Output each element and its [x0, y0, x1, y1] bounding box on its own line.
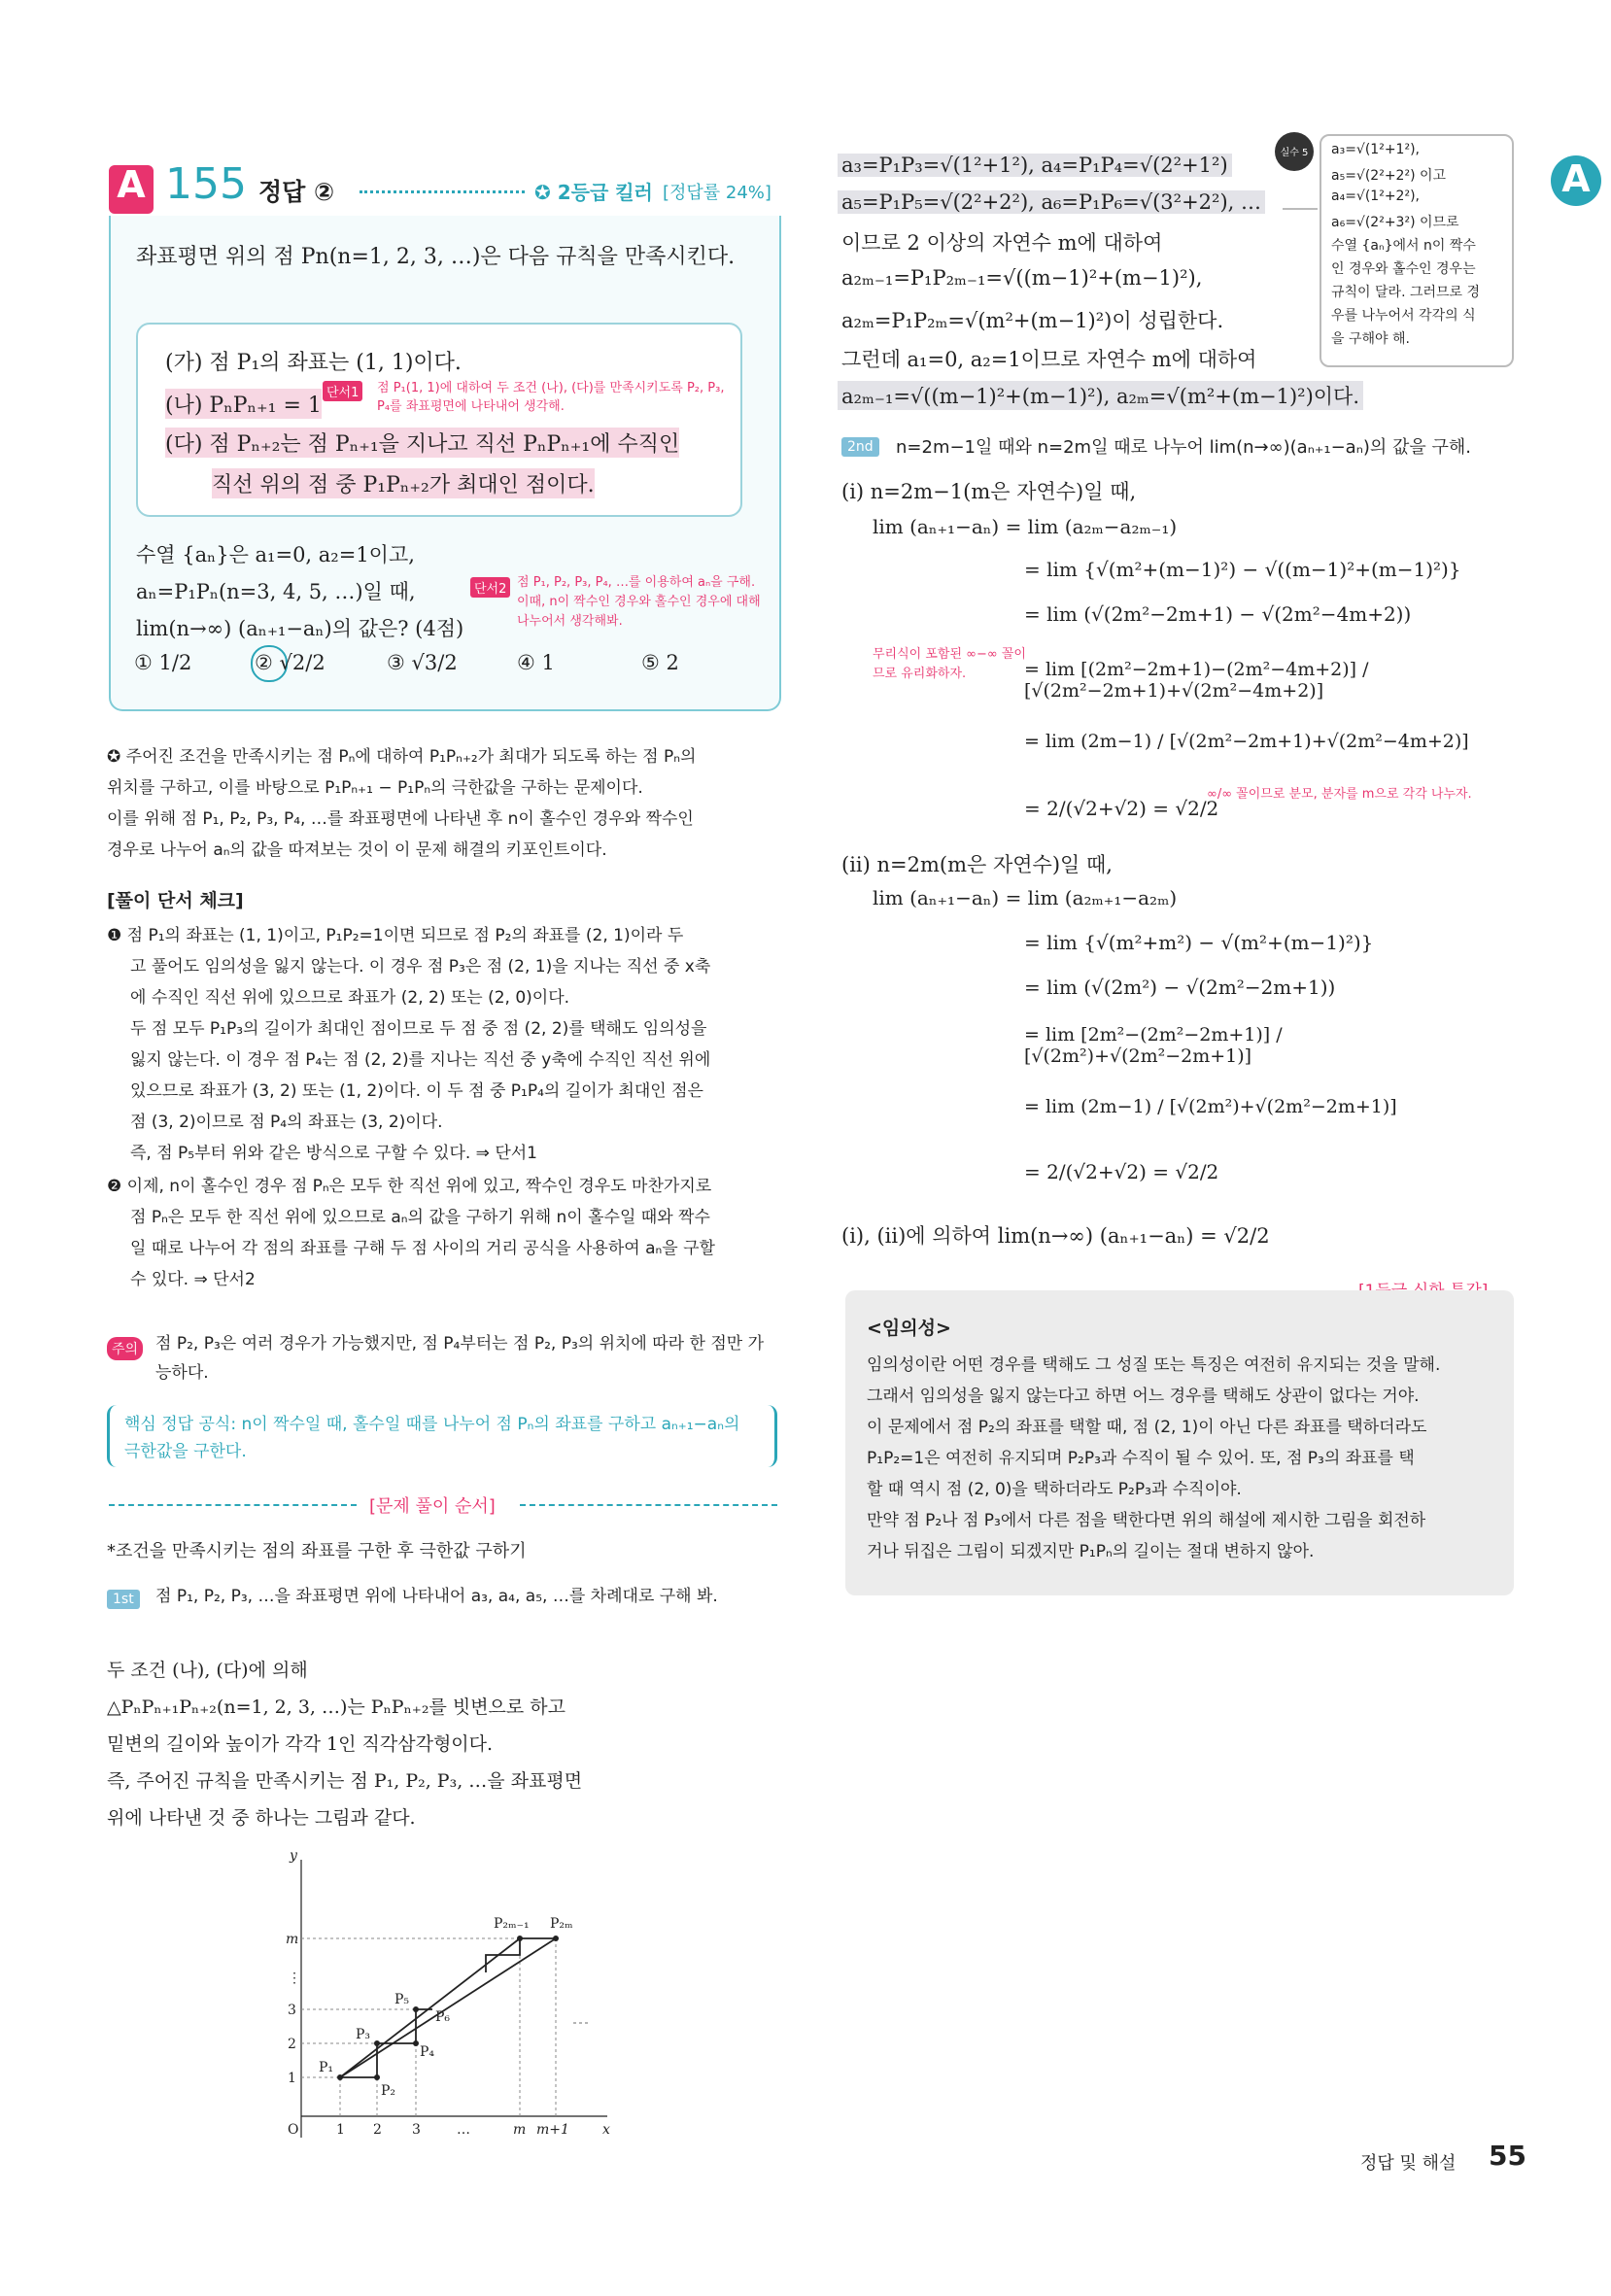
choice-5: ⑤ 2 [641, 651, 679, 674]
special-line-5: 할 때 역시 점 (2, 0)을 택하더라도 P₂P₃과 수직이야. [867, 1480, 1242, 1499]
right-line-6: 그런데 a₁=0, a₂=1이므로 자연수 m에 대하여 [841, 348, 1257, 371]
x-tick-1: 1 [336, 2122, 345, 2138]
answer-label: 정답 ② [258, 178, 335, 206]
hint1-text: 점 P₁(1, 1)에 대하여 두 조건 (나), (다)를 만족시키도록 P₂, P₃, P₄를 좌표평면에 나타내어 생각해. [377, 381, 725, 414]
check-line-8: 즉, 점 P₅부터 위와 같은 방식으로 구할 수 있다. ⇒ 단서1 [130, 1144, 537, 1163]
step1-tag: 1st [107, 1590, 140, 1609]
side-note-line-3: a₄=√(1²+2²), [1331, 188, 1420, 204]
right-line-1: a₃=P₁P₃=√(1²+1²), a₄=P₁P₄=√(2²+1²) [838, 154, 1232, 177]
header-divider [360, 190, 525, 193]
step2-tag: 2nd [841, 437, 879, 457]
choice-4: ④ 1 [517, 651, 555, 674]
problem-intro: 좌표평면 위의 점 Pn(n=1, 2, 3, …)은 다음 규칙을 만족시킨다. [136, 245, 736, 269]
case2-line-5: = lim (2m−1) / [√(2m²)+√(2m²−2m+1)] [1024, 1096, 1397, 1117]
answer-badge-letter: A [117, 163, 146, 206]
y-tick-m: m [286, 1932, 299, 1947]
case2-line-3: = lim (√(2m²) − √(2m²−2m+1)) [1024, 976, 1336, 999]
body-line-3: 밑변의 길이와 높이가 각각 1인 직각삼각형이다. [107, 1733, 494, 1755]
side-note-line-9: 을 구해야 해. [1331, 331, 1410, 347]
case2-line-2: = lim {√(m²+m²) − √(m²+(m−1)²)} [1024, 931, 1374, 954]
note-tag: 주의 [107, 1337, 143, 1360]
point-p4: P₄ [420, 2044, 435, 2060]
y-tick-2: 2 [288, 2037, 296, 2052]
coordinate-graph [272, 1846, 632, 2155]
special-line-2: 그래서 임의성을 잃지 않는다고 하면 어느 경우를 택해도 상관이 없다는 거야. [867, 1387, 1420, 1406]
right-line-2: a₅=P₁P₅=√(2²+2²), a₆=P₁P₆=√(3²+2²), … [838, 190, 1265, 214]
rule-da-cont: 직선 위의 점 중 P₁Pₙ₊₂가 최대인 점이다. [212, 468, 595, 498]
key-formula: 핵심 정답 공식: n이 짝수일 때, 홀수일 때를 나누어 점 Pₙ의 좌표를 구하고 aₙ₊₁−aₙ의 극한값을 구한다. [124, 1415, 740, 1461]
case2-line-1: lim (aₙ₊₁−aₙ) = lim (a₂ₘ₊₁−a₂ₘ) [873, 886, 1178, 909]
hint2-tag: 단서2 [470, 577, 510, 598]
case1-line-2: = lim {√(m²+(m−1)²) − √((m−1)²+(m−1)²)} [1024, 558, 1461, 581]
point-p5: P₅ [394, 1992, 410, 2007]
point-p2m: P₂ₘ [550, 1916, 573, 1932]
rule-da: (다) 점 Pₙ₊₂는 점 Pₙ₊₁을 지나고 직선 PₙPₙ₊₁에 수직인 [165, 428, 679, 458]
case1-line-1: lim (aₙ₊₁−aₙ) = lim (a₂ₘ−a₂ₘ₋₁) [873, 515, 1178, 538]
point-p2: P₂ [381, 2083, 396, 2099]
side-note-line-6: 인 경우와 홀수인 경우는 [1331, 261, 1476, 277]
choice-1: ① 1/2 [134, 651, 192, 674]
step1-text: 점 P₁, P₂, P₃, …을 좌표평면 위에 나타내어 a₃, a₄, a₅, …를 차례대로 구해 봐. [155, 1587, 718, 1606]
side-note-line-8: 우를 나누어서 각각의 식 [1331, 308, 1476, 324]
check-line-6: 있으므로 좌표가 (3, 2) 또는 (1, 2)이다. 이 두 점 중 P₁P₄의 길이가 최대인 점은 [130, 1081, 703, 1101]
order-title: [문제 풀이 순서] [369, 1496, 496, 1517]
special-line-3: 이 문제에서 점 P₂의 좌표를 택할 때, 점 (2, 1)이 아닌 다른 좌표를 택하더라도 [867, 1418, 1427, 1437]
right-line-4: a₂ₘ₋₁=P₁P₂ₘ₋₁=√((m−1)²+(m−1)²), [841, 266, 1203, 290]
page-number: 55 [1489, 2140, 1526, 2172]
check-line-2: 고 풀어도 임의성을 잃지 않는다. 이 경우 점 P₃은 점 (2, 1)을 지나는 직선 중 x축 [130, 957, 711, 977]
y-axis-label: y [290, 1848, 297, 1864]
x-tick-m: m [513, 2122, 527, 2138]
hint2-text: 점 P₁, P₂, P₃, P₄, …를 이용하여 aₙ을 구해. 이때, n이 짝수인 경우와 홀수인 경우에 대해 나누어서 생각해봐. [517, 575, 761, 629]
side-note-line-7: 규칙이 달라. 그러므로 경 [1331, 285, 1481, 300]
case1-line-5: = lim (2m−1) / [√(2m²−2m+1)+√(2m²−4m+2)] [1024, 731, 1469, 752]
x-tick-m-plus-1: m+1 [536, 2122, 569, 2138]
side-note-arrow [1283, 208, 1318, 210]
right-line-3: 이므로 2 이상의 자연수 m에 대하여 [841, 231, 1163, 255]
x-tick-2: 2 [373, 2122, 382, 2138]
side-note-line-5: 수열 {aₙ}에서 n이 짝수 [1331, 238, 1476, 254]
point-p6: P₆ [435, 2009, 451, 2025]
point-p2m-1: P₂ₘ₋₁ [494, 1916, 530, 1932]
choice-2: ② √2/2 [255, 651, 326, 674]
origin-label: O [288, 2122, 299, 2138]
conclusion: (i), (ii)에 의하여 lim(n→∞) (aₙ₊₁−aₙ) = √2/2 [841, 1224, 1270, 1248]
summary-line-3: 이를 위해 점 P₁, P₂, P₃, P₄, …를 좌표평면에 나타낸 후 n이 홀수인 경우와 짝수인 [107, 809, 694, 829]
level-label: ✪ 2등급 킬러 [534, 181, 653, 204]
x-tick-dots: … [457, 2122, 470, 2138]
case2-title: (ii) n=2m(m은 자연수)일 때, [841, 853, 1113, 876]
check-line-10: 점 Pₙ은 모두 한 직선 위에 있으므로 aₙ의 값을 구하기 위해 n이 홀수일 때와 짝수 [130, 1208, 710, 1227]
y-tick-dots: ⋮ [288, 1970, 301, 1986]
check-line-9: ❷ 이제, n이 홀수인 경우 점 Pₙ은 모두 한 직선 위에 있고, 짝수인 경우도 마찬가지로 [107, 1177, 712, 1196]
check-line-5: 잃지 않는다. 이 경우 점 P₄는 점 (2, 2)를 지나는 직선 중 y축에 수직인 직선 위에 [130, 1050, 711, 1070]
special-line-4: P₁P₂=1은 여전히 유지되며 P₂P₃과 수직이 될 수 있어. 또, 점 P₃의 좌표를 택 [867, 1449, 1415, 1468]
x-tick-3: 3 [412, 2122, 421, 2138]
case2-line-6: = 2/(√2+√2) = √2/2 [1024, 1160, 1219, 1183]
right-line-7: a₂ₘ₋₁=√((m−1)²+(m−1)²), a₂ₘ=√(m²+(m−1)²)이다. [838, 381, 1363, 410]
summary-line-4: 경우로 나누어 aₙ의 값을 따져보는 것이 이 문제 해결의 키포인트이다. [107, 840, 607, 860]
check-line-4: 두 점 모두 P₁P₃의 길이가 최대인 점이므로 두 점 중 점 (2, 2)를 택해도 임의성을 [130, 1019, 707, 1039]
check-title: [풀이 단서 체크] [107, 890, 244, 911]
body-line-5: 위에 나타낸 것 중 하나는 그림과 같다. [107, 1807, 416, 1829]
special-box-title: <임의성> [867, 1318, 951, 1339]
special-line-7: 거나 뒤집은 그림이 되겠지만 P₁Pₙ의 길이는 절대 변하지 않아. [867, 1542, 1315, 1561]
check-line-11: 일 때로 나누어 각 점의 좌표를 구해 두 점 사이의 거리 공식을 사용하여 aₙ을 구할 [130, 1239, 715, 1258]
body-line-1: 두 조건 (나), (다)에 의해 [107, 1660, 308, 1681]
question: 수열 {aₙ}은 a₁=0, a₂=1이고, aₙ=P₁Pₙ(n=3, 4, 5, …)일 때, lim(n→∞) (aₙ₊₁−aₙ)의 값은? (4점) [136, 543, 464, 640]
x-axis-label: x [602, 2122, 610, 2138]
note-text: 점 P₂, P₃은 여러 경우가 가능했지만, 점 P₄부터는 점 P₂, P₃의 위치에 따라 한 점만 가능하다. [155, 1334, 764, 1383]
order-item: *조건을 만족시키는 점의 좌표를 구한 후 극한값 구하기 [107, 1541, 527, 1561]
case1-line-3: = lim (√(2m²−2m+1) − √(2m²−4m+2)) [1024, 602, 1412, 626]
rate-label: [정답률 24%] [663, 183, 771, 203]
side-note-line-4: a₆=√(2²+3²) 이므로 [1331, 215, 1459, 230]
case1-title: (i) n=2m−1(m은 자연수)일 때, [841, 480, 1137, 503]
hint1-tag: 단서1 [323, 381, 362, 401]
case2-line-4: = lim [2m²−(2m²−2m+1)] / [√(2m²)+√(2m²−2m+1)] [1024, 1024, 1283, 1067]
special-line-6: 만약 점 P₂나 점 P₃에서 다른 점을 택한다면 위의 해설에 제시한 그림을 회전하 [867, 1511, 1426, 1530]
point-p3: P₃ [356, 2027, 371, 2042]
footer-label: 정답 및 해설 [1360, 2153, 1457, 2174]
rule-ga: (가) 점 P₁의 좌표는 (1, 1)이다. [165, 351, 462, 375]
body-line-4: 즉, 주어진 규칙을 만족시키는 점 P₁, P₂, P₃, …을 좌표평면 [107, 1770, 583, 1792]
order-divider-left [109, 1504, 357, 1506]
y-tick-1: 1 [288, 2071, 296, 2086]
side-note-line-2: a₅=√(2²+2²) 이고 [1331, 168, 1447, 184]
check-line-7: 점 (3, 2)이므로 점 P₄의 좌표는 (3, 2)이다. [130, 1113, 443, 1132]
side-badge-letter: A [1561, 157, 1591, 200]
check-line-3: 에 수직인 직선 위에 있으므로 좌표가 (2, 2) 또는 (2, 0)이다. [130, 988, 570, 1008]
case1-line-4: = lim [(2m²−2m+1)−(2m²−4m+2)] / [√(2m²−2m+1)+√(2m²−4m+2)] [1024, 659, 1369, 702]
choice-3: ③ √3/2 [387, 651, 458, 674]
note-divide: ∞/∞ 꼴이므로 분모, 분자를 m으로 각각 나누자. [1207, 787, 1472, 802]
problem-number: 155 [165, 159, 247, 209]
check-line-12: 수 있다. ⇒ 단서2 [130, 1270, 256, 1289]
point-p1: P₁ [319, 2060, 334, 2075]
special-line-1: 임의성이란 어떤 경우를 택해도 그 성질 또는 특징은 여전히 유지되는 것을 말해. [867, 1355, 1441, 1375]
case1-line-6: = 2/(√2+√2) = √2/2 [1024, 797, 1219, 820]
right-line-5: a₂ₘ=P₁P₂ₘ=√(m²+(m−1)²)이 성립한다. [841, 309, 1224, 332]
step2-text: n=2m−1일 때와 n=2m일 때로 나누어 lim(n→∞)(aₙ₊₁−aₙ)의 값을 구해. [896, 437, 1472, 458]
y-tick-3: 3 [288, 2003, 296, 2018]
body-line-2: △PₙPₙ₊₁Pₙ₊₂(n=1, 2, 3, …)는 PₙPₙ₊₂를 빗변으로 하고 [107, 1696, 566, 1718]
note-rationalize: 무리식이 포함된 ∞−∞ 꼴이므로 유리화하자. [873, 647, 1026, 681]
order-divider-right [520, 1504, 777, 1506]
side-note-line-1: a₃=√(1²+1²), [1331, 142, 1420, 157]
check-line-1: ❶ 점 P₁의 좌표는 (1, 1)이고, P₁P₂=1이면 되므로 점 P₂의 좌표를 (2, 1)이라 두 [107, 926, 684, 945]
side-note-tag-label: 실수 5 [1280, 148, 1309, 158]
summary-line-1: ✪ 주어진 조건을 만족시키는 점 Pₙ에 대하여 P₁Pₙ₊₂가 최대가 되도록 하는 점 Pₙ의 [107, 747, 697, 767]
rule-na: (나) PₙPₙ₊₁ = 1 [165, 389, 322, 419]
summary-line-2: 위치를 구하고, 이를 바탕으로 P₁Pₙ₊₁ − P₁Pₙ의 극한값을 구하는 문제이다. [107, 778, 643, 798]
